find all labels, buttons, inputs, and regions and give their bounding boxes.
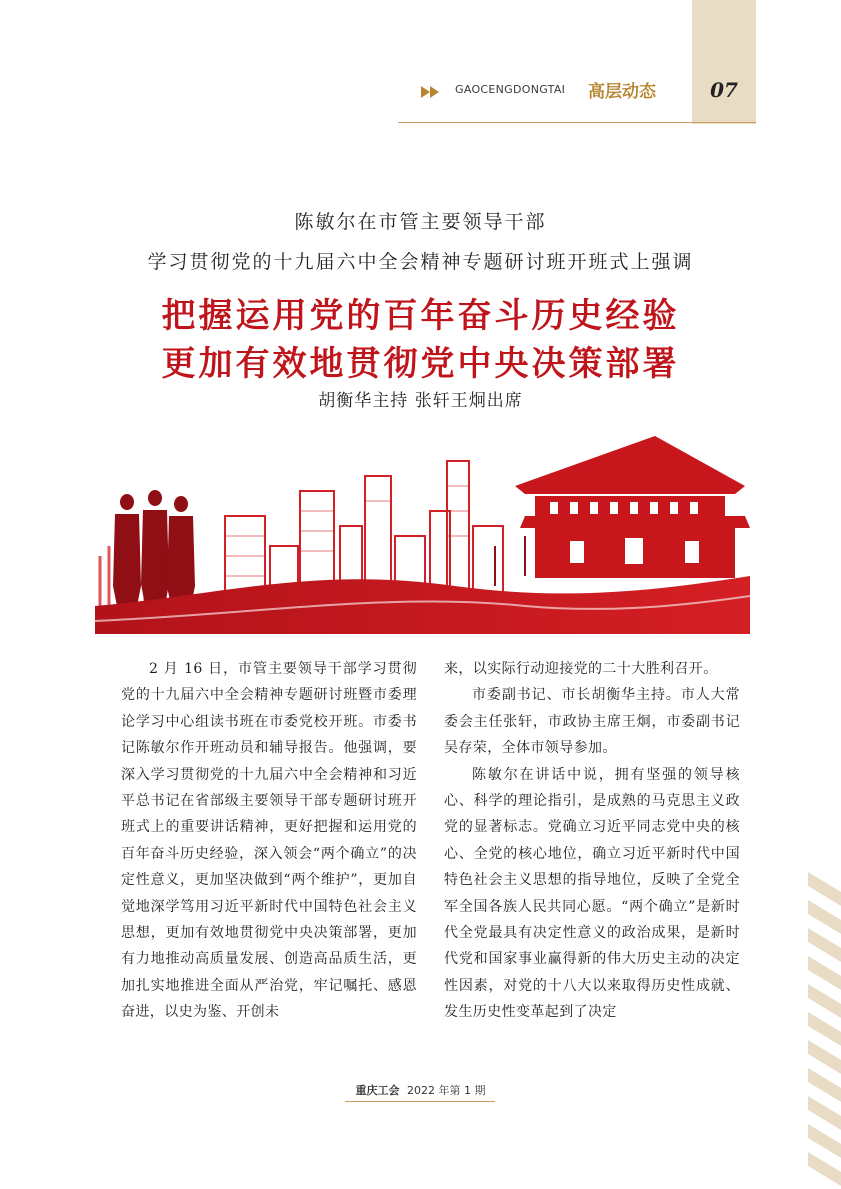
issue-label: 2022 年第 1 期 (407, 1084, 486, 1097)
page-tab (692, 0, 756, 124)
footer-divider (345, 1101, 495, 1102)
section-title-en: GAOCENGDONGTAI (455, 83, 566, 96)
city-skyline-tiananmen-illustration (95, 416, 750, 634)
double-arrow-icon (421, 86, 443, 98)
body-paragraph: 陈敏尔在讲话中说，拥有坚强的领导核心、科学的理论指引，是成熟的马克思主义政党的显著标志。党确立习近平同志党中央的核心、全党的核心地位，确立习近平新时代中国特色社会主义思想的指导地位，反映了全党全军全国各族人民共同心愿。“两个确立”是新时代全党最具有决定性意义的政治成果，是新时代党和国家事业赢得新的伟大历史主动的决定性因素，对党的十八大以来取得历史性成就、发生历史性变革起到了决定 (444, 766, 740, 1021)
article-kicker-line-1: 陈敏尔在市管主要领导干部 (294, 211, 547, 233)
article-body-right-column (444, 656, 740, 1026)
body-paragraph: 来，以实际行动迎接党的二十大胜利召开。 (444, 661, 718, 677)
article-headline-line-2: 更加有效地贯彻党中央决策部署 (161, 344, 680, 384)
magazine-name: 重庆工会 (355, 1084, 400, 1097)
body-paragraph: 2 月 16 日，市管主要领导干部学习贯彻党的十九届六中全会精神专题研讨班暨市委理论学习中心组读书班在市委党校开班。市委书记陈敏尔作开班动员和辅导报告。他强调，要深入学习贯彻党的十九届六中全会精神和习近平总书记在省部级主要领导干部专题研讨班开班式上的重要讲话精神，更好把握和运用党的百年奋斗历史经验，深入领会“两个确立”的决定性意义，更加坚决做到“两个维护”，更加自觉地深学笃用习近平新时代中国特色社会主义思想，更加有效地贯彻党中央决策部署，更加有力地推动高质量发展、创造高品质生活，更加扎实地推进全面从严治党，牢记嘱托、感恩奋进，以史为鉴、开创未 (121, 661, 417, 1021)
page-footer (0, 1082, 841, 1098)
decorative-stripes (808, 872, 841, 1189)
header-divider (398, 122, 756, 123)
article-subhead: 胡衡华主持 张轩王炯出席 (318, 391, 523, 411)
page-number: 07 (710, 78, 738, 102)
section-title-cn: 高层动态 (588, 82, 656, 102)
article-kicker-line-2: 学习贯彻党的十九届六中全会精神专题研讨班开班式上强调 (147, 251, 694, 273)
article-headline-line-1: 把握运用党的百年奋斗历史经验 (161, 296, 680, 336)
body-paragraph: 市委副书记、市长胡衡华主持。市人大常委会主任张轩，市政协主席王炯，市委副书记吴存荣，全体市领导参加。 (444, 687, 740, 757)
article-body-left-column (121, 656, 417, 1026)
